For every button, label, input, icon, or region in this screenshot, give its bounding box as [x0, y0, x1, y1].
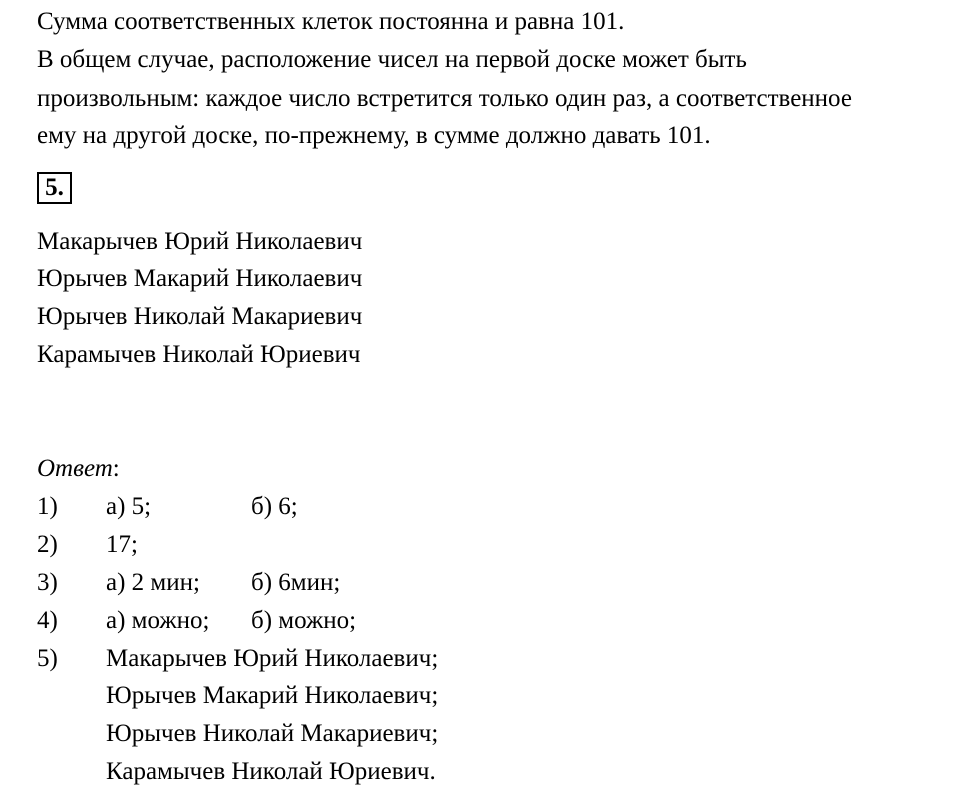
answer-item-1-part-a: а) 5; [106, 493, 152, 520]
answer-item-4-number: 4) [37, 607, 58, 634]
intro-line-4: ему на другой доске, по-прежнему, в сумме должно давать 101. [37, 122, 711, 149]
answer-item-5-continuation-1: Юрычев Макарий Николаевич; [106, 682, 439, 709]
answer-item-3-part-a: а) 2 мин; [106, 569, 200, 596]
answer-colon: : [112, 455, 120, 482]
answer-item-5-continuation-2: Юрычев Николай Макариевич; [106, 720, 439, 747]
name-line-2: Юрычев Макарий Николаевич [37, 265, 363, 292]
answer-item-5-continuation-3: Карамычев Николай Юриевич. [106, 758, 436, 785]
answer-item-5-number: 5) [37, 645, 58, 672]
answer-item-1-number: 1) [37, 493, 58, 520]
problem-number-box: 5. [37, 172, 72, 204]
answer-item-3-number: 3) [37, 569, 58, 596]
answer-item-4-part-a: а) можно; [106, 607, 210, 634]
answer-item-2-number: 2) [37, 531, 58, 558]
answer-heading [37, 454, 120, 484]
answer-item-4-part-b: б) можно; [251, 607, 357, 634]
answer-label: Ответ [37, 455, 113, 482]
name-line-1: Макарычев Юрий Николаевич [37, 228, 363, 255]
answer-item-1-part-b: б) 6; [251, 493, 298, 520]
answer-item-3-part-b: б) 6мин; [251, 569, 341, 596]
intro-line-3: произвольным: каждое число встретится только один раз, а соответственное [37, 85, 852, 112]
name-line-4: Карамычев Николай Юриевич [37, 341, 361, 368]
answer-item-2-part-a: 17; [106, 531, 138, 558]
intro-line-1: Сумма соответственных клеток постоянна и равна 101. [37, 8, 625, 35]
intro-line-2: В общем случае, расположение чисел на первой доске может быть [37, 46, 747, 73]
answer-item-5-part-a: Макарычев Юрий Николаевич; [106, 645, 439, 672]
name-line-3: Юрычев Николай Макариевич [37, 303, 363, 330]
